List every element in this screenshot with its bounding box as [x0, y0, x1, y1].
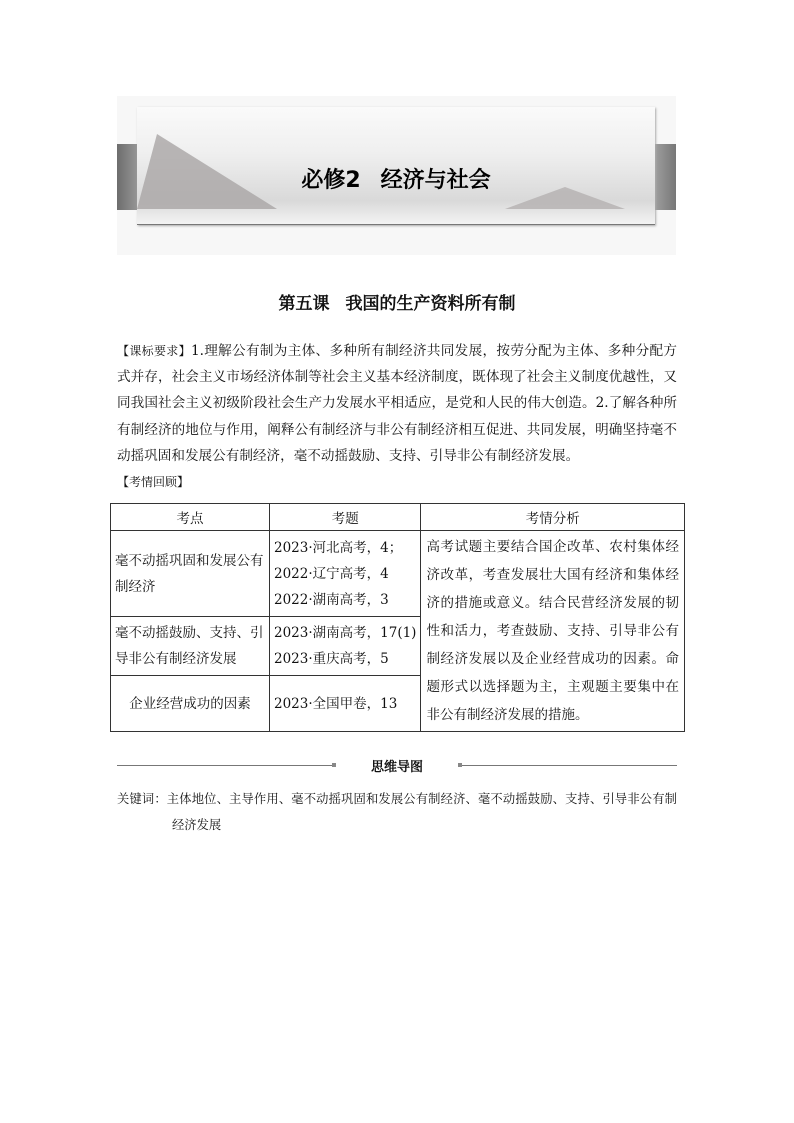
lesson-title [0, 289, 794, 314]
question-item: 2022·湖南高考，3 [274, 591, 389, 608]
exam-point: 企业经营成功的因素 [111, 676, 270, 732]
keywords [117, 786, 677, 838]
keywords-label: 关键词： [117, 792, 167, 806]
module-banner [117, 96, 676, 255]
requirements-tag: 【课标要求】 [117, 344, 191, 358]
question-item: 2022·辽宁高考，4 [274, 565, 389, 582]
table-row [111, 531, 685, 617]
header-analysis: 考情分析 [421, 504, 685, 531]
header-questions: 考题 [270, 504, 421, 531]
exam-questions [270, 617, 421, 676]
header-point: 考点 [111, 504, 270, 531]
exam-questions [270, 531, 421, 617]
exam-point: 毫不动摇鼓励、支持、引导非公有制经济发展 [111, 617, 270, 676]
module-title [137, 163, 655, 194]
review-label: 【考情回顾】 [117, 475, 190, 489]
question-item: 2023·河北高考，4； [274, 539, 403, 556]
exam-review-table [110, 503, 685, 732]
exam-point: 毫不动摇巩固和发展公有制经济 [111, 531, 270, 617]
question-item: 2023·湖南高考，17(1) [274, 625, 417, 642]
banner-landscape [137, 107, 655, 225]
lesson-name: 我国的生产资料所有制 [345, 294, 516, 314]
table-header [111, 504, 685, 531]
mindmap-title: 思维导图 [370, 760, 423, 775]
divider-line-right [462, 765, 677, 766]
mindmap-divider [117, 756, 677, 776]
exam-questions [270, 676, 421, 732]
module-number: 必修2 [301, 168, 361, 193]
requirements-text: 1.理解公有制为主体、多种所有制经济共同发展，按劳分配为主体、多种分配方式并存，社会主义市场经济体制等社会主义基本经济制度，既体现了社会主义制度优越性，又同我国社会主义初级阶段社会生产力发展水平相适应，是党和人民的伟大创造。2.了解各种所有制经济的地位与作用，阐释公有制经济与非公有制经济相互促进、共同发展，明确坚持毫不动摇巩固和发展公有制经济，毫不动摇鼓励、支持、引导非公有制经济发展。 [117, 343, 677, 464]
lesson-number: 第五课 [278, 294, 330, 314]
question-item: 2023·重庆高考，5 [274, 651, 389, 668]
keywords-text: 主体地位、主导作用、毫不动摇巩固和发展公有制经济、毫不动摇鼓励、支持、引导非公有制经济发展 [166, 792, 677, 832]
curriculum-requirements [117, 338, 677, 469]
question-item: 2023·全国甲卷，13 [274, 695, 398, 712]
exam-analysis: 高考试题主要结合国企改革、农村集体经济改革，考查发展壮大国有经济和集体经济的措施或意义。结合民营经济发展的韧性和活力，考查鼓励、支持、引导非公有制经济发展以及企业经营成功的因素。命题形式以选择题为主，主观题主要集中在非公有制经济发展的措施。 [421, 531, 685, 732]
module-name: 经济与社会 [380, 168, 491, 193]
